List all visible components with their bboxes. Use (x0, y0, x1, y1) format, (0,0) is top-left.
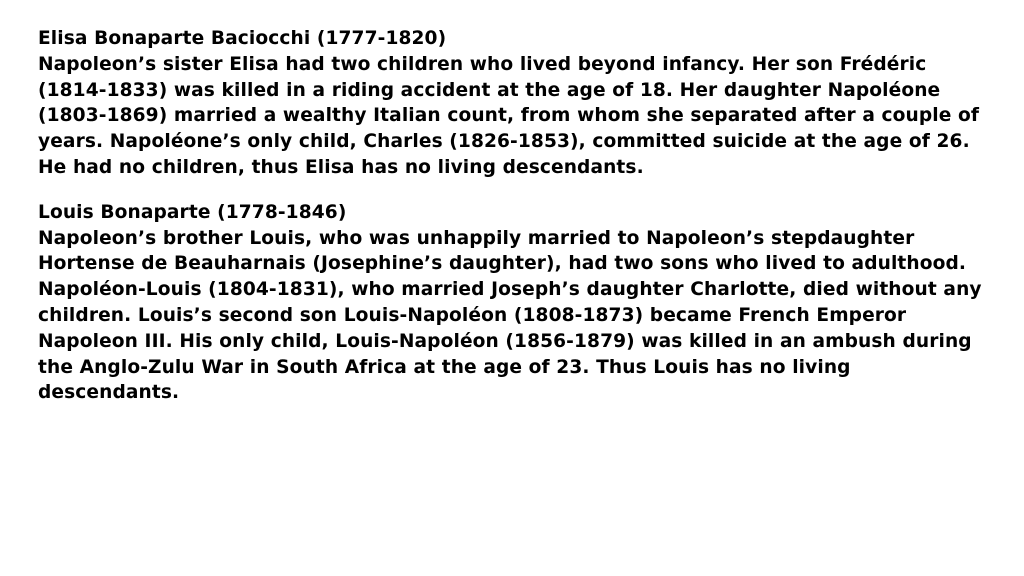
section-heading: Elisa Bonaparte Baciocchi (1777-1820) (38, 28, 447, 49)
section-body: Napoleon’s brother Louis, who was unhappily married to Napoleon’s stepdaughter Hortense de Beauharnais (Josephine’s daughter), had two sons who lived to adulthood. Napoléon-Louis (1804-1831), who married Joseph’s daughter Charlotte, died without any children. Louis’s second son Louis-Napoléon (1808-1873) became French Emperor Napoleon III. His only child, Louis-Napoléon (1856-1879) was killed in an ambush during the Anglo-Zulu War in South Africa at the age of 23. Thus Louis has no living descendants. (38, 227, 982, 404)
slide-content (38, 26, 988, 406)
section-heading: Louis Bonaparte (1778-1846) (38, 201, 347, 223)
section-elisa (38, 26, 988, 181)
section-louis (38, 200, 988, 406)
section-body: Napoleon’s sister Elisa had two children who lived beyond infancy. Her son Frédéric (1814-1833) was killed in a riding accident at the age of 18. Her daughter Napoléone (1803-1869) married a wealthy Italian count, from whom she separated after a couple of years. Napoléone’s only child, Charles (1826-1853), committed suicide at the age of 26. He had no children, thus Elisa has no living descendants. (38, 53, 980, 178)
